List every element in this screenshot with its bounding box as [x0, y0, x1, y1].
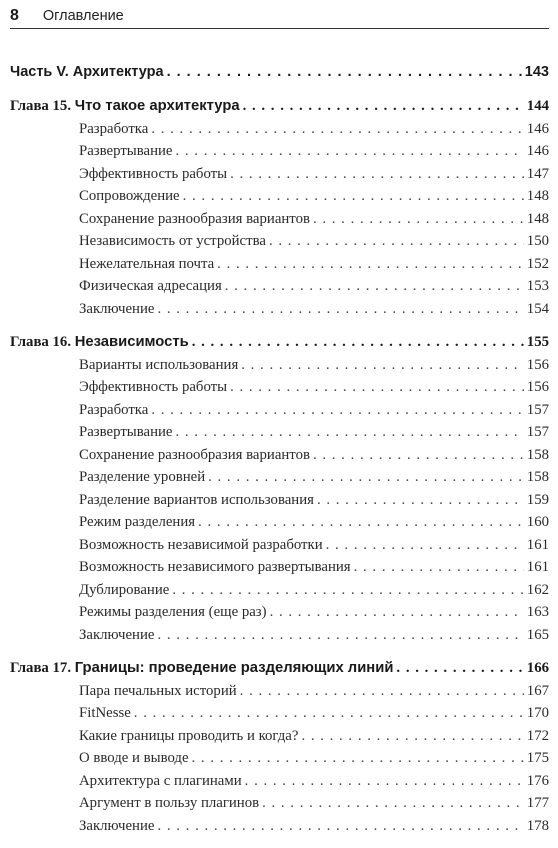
- toc-section-entry: [10, 792, 549, 815]
- dot-leader: [151, 118, 523, 141]
- dot-leader: [192, 331, 524, 354]
- section-page: 167: [526, 682, 549, 699]
- toc-section-entry: [10, 556, 549, 579]
- section-page: 175: [526, 750, 549, 766]
- toc-section-entry: [10, 376, 549, 399]
- section-title: Сохранение разнообразия вариантов: [79, 446, 310, 463]
- section-page: 158: [526, 469, 549, 485]
- toc-chapter: [10, 95, 549, 320]
- running-header: [10, 4, 549, 29]
- dot-leader: [269, 230, 524, 253]
- section-title: Эффективность работы: [79, 165, 228, 182]
- dot-leader: [230, 376, 524, 399]
- toc-section-entry: [10, 725, 549, 748]
- section-page: 157: [526, 424, 549, 440]
- toc-section-entry: [10, 489, 549, 512]
- toc-section-entry: [10, 118, 549, 141]
- dot-leader: [151, 399, 523, 422]
- dot-leader: [176, 421, 524, 444]
- section-title: Нежелательная почта: [79, 255, 215, 272]
- dot-leader: [313, 444, 524, 467]
- chapter-page: 155: [526, 334, 549, 350]
- section-page: 156: [526, 356, 549, 373]
- section-page: 148: [526, 188, 549, 204]
- dot-leader: [241, 354, 524, 377]
- section-title: Разработка: [79, 401, 149, 418]
- chapter-page: 166: [526, 660, 549, 676]
- section-page: 177: [526, 795, 549, 811]
- section-title: Пара печальных историй: [79, 682, 237, 699]
- section-title: Независимость от устройства: [79, 233, 266, 249]
- toc-section-entry: [10, 354, 549, 377]
- dot-leader: [243, 95, 524, 118]
- dot-leader: [198, 511, 524, 534]
- dot-leader: [208, 466, 524, 489]
- section-title: Физическая адресация: [79, 278, 222, 294]
- toc-section-entry: [10, 421, 549, 444]
- toc-section-entry: [10, 770, 549, 793]
- dot-leader: [167, 60, 522, 84]
- toc-section-entry: [10, 298, 549, 321]
- section-title: FitNesse: [79, 705, 131, 721]
- chapter-heading: [10, 95, 240, 118]
- section-title: Дублирование: [79, 581, 170, 598]
- section-page: 165: [526, 626, 549, 643]
- section-page: 150: [526, 233, 549, 249]
- dot-leader: [240, 680, 524, 703]
- toc-section-entry: [10, 534, 549, 557]
- toc-chapter: [10, 331, 549, 646]
- dot-leader: [245, 770, 524, 793]
- dot-leader: [217, 253, 524, 276]
- section-page: 172: [526, 727, 549, 744]
- section-page: 146: [526, 120, 549, 137]
- section-page: 156: [526, 379, 549, 395]
- section-title: Заключение: [79, 626, 155, 643]
- part-page: 143: [524, 64, 549, 80]
- section-page: 153: [526, 278, 549, 294]
- toc-chapter: [10, 657, 549, 837]
- dot-leader: [313, 208, 524, 231]
- toc-section-entry: [10, 815, 549, 838]
- section-page: 162: [526, 581, 549, 598]
- chapter-heading: [10, 657, 393, 680]
- chapter-title: Что такое архитектура: [74, 98, 240, 114]
- dot-leader: [262, 792, 524, 815]
- section-page: 170: [526, 705, 549, 721]
- section-page: 157: [526, 401, 549, 418]
- section-page: 154: [526, 300, 549, 317]
- dot-leader: [225, 275, 524, 298]
- section-page: 176: [526, 772, 549, 789]
- toc-section-entry: [10, 747, 549, 770]
- section-title: Развертывание: [79, 424, 173, 440]
- section-title: Развертывание: [79, 143, 173, 159]
- dot-leader: [396, 657, 523, 680]
- chapter-label: Глава 17.: [10, 660, 72, 676]
- chapter-label: Глава 16.: [10, 334, 72, 350]
- dot-leader: [354, 556, 524, 579]
- toc-section-entry: [10, 511, 549, 534]
- section-title: О вводе и выводе: [79, 750, 189, 766]
- section-title: Аргумент в пользу плагинов: [79, 795, 260, 811]
- section-title: Эффективность работы: [79, 379, 228, 395]
- section-page: 161: [526, 559, 549, 575]
- dot-leader: [230, 163, 524, 186]
- part-title: Часть V. Архитектура: [10, 64, 164, 80]
- table-of-contents: [10, 60, 549, 848]
- toc-section-entry: [10, 444, 549, 467]
- section-title: Разделение вариантов использования: [79, 491, 314, 508]
- chapter-title: Границы: проведение разделяющих линий: [74, 660, 394, 676]
- dot-leader: [134, 702, 524, 725]
- dot-leader: [157, 298, 523, 321]
- toc-chapter-entry: [10, 657, 549, 680]
- toc-section-entry: [10, 399, 549, 422]
- section-page: 158: [526, 446, 549, 463]
- toc-section-entry: [10, 601, 549, 624]
- section-title: Разделение уровней: [79, 469, 206, 485]
- section-page: 161: [526, 536, 549, 553]
- chapter-title: Независимость: [74, 334, 189, 350]
- section-page: 160: [526, 514, 549, 530]
- toc-section-entry: [10, 275, 549, 298]
- toc-section-entry: [10, 230, 549, 253]
- page-number: 8: [10, 7, 19, 24]
- section-title: Возможность независимой разработки: [79, 536, 323, 553]
- section-page: 178: [526, 817, 549, 834]
- section-page: 163: [526, 604, 549, 620]
- section-title: Возможность независимого развертывания: [79, 559, 351, 575]
- toc-section-entry: [10, 163, 549, 186]
- section-title: Архитектура с плагинами: [79, 772, 242, 789]
- dot-leader: [176, 140, 524, 163]
- section-title: Сопровождение: [79, 188, 180, 204]
- dot-leader: [157, 624, 523, 647]
- dot-leader: [192, 747, 524, 770]
- chapter-list: [10, 95, 549, 837]
- chapter-heading: [10, 331, 189, 354]
- section-title: Какие границы проводить и когда?: [79, 727, 299, 744]
- dot-leader: [301, 725, 523, 748]
- section-title: Режимы разделения (еще раз): [79, 604, 267, 620]
- section-title: Разработка: [79, 120, 149, 137]
- section-page: 152: [526, 255, 549, 272]
- toc-part-entry: [10, 60, 549, 84]
- dot-leader: [172, 579, 523, 602]
- toc-section-entry: [10, 624, 549, 647]
- toc-section-entry: [10, 579, 549, 602]
- dot-leader: [317, 489, 524, 512]
- section-page: 159: [526, 491, 549, 508]
- section-title: Варианты использования: [79, 356, 239, 373]
- section-page: 146: [526, 143, 549, 159]
- chapter-page: 144: [526, 98, 549, 114]
- section-title: Режим разделения: [79, 514, 196, 530]
- chapter-label: Глава 15.: [10, 98, 72, 114]
- toc-section-entry: [10, 466, 549, 489]
- dot-leader: [270, 601, 524, 624]
- toc-chapter-entry: [10, 331, 549, 354]
- section-page: 147: [526, 165, 549, 182]
- dot-leader: [183, 185, 524, 208]
- toc-section-entry: [10, 185, 549, 208]
- toc-section-entry: [10, 680, 549, 703]
- section-title: Сохранение разнообразия вариантов: [79, 210, 310, 227]
- section-title: Заключение: [79, 817, 155, 834]
- section-title: Заключение: [79, 300, 155, 317]
- toc-section-entry: [10, 208, 549, 231]
- section-page: 148: [526, 210, 549, 227]
- dot-leader: [157, 815, 523, 838]
- toc-section-entry: [10, 140, 549, 163]
- toc-section-entry: [10, 702, 549, 725]
- toc-chapter-entry: [10, 95, 549, 118]
- running-title: Оглавление: [42, 8, 124, 24]
- dot-leader: [326, 534, 524, 557]
- toc-section-entry: [10, 253, 549, 276]
